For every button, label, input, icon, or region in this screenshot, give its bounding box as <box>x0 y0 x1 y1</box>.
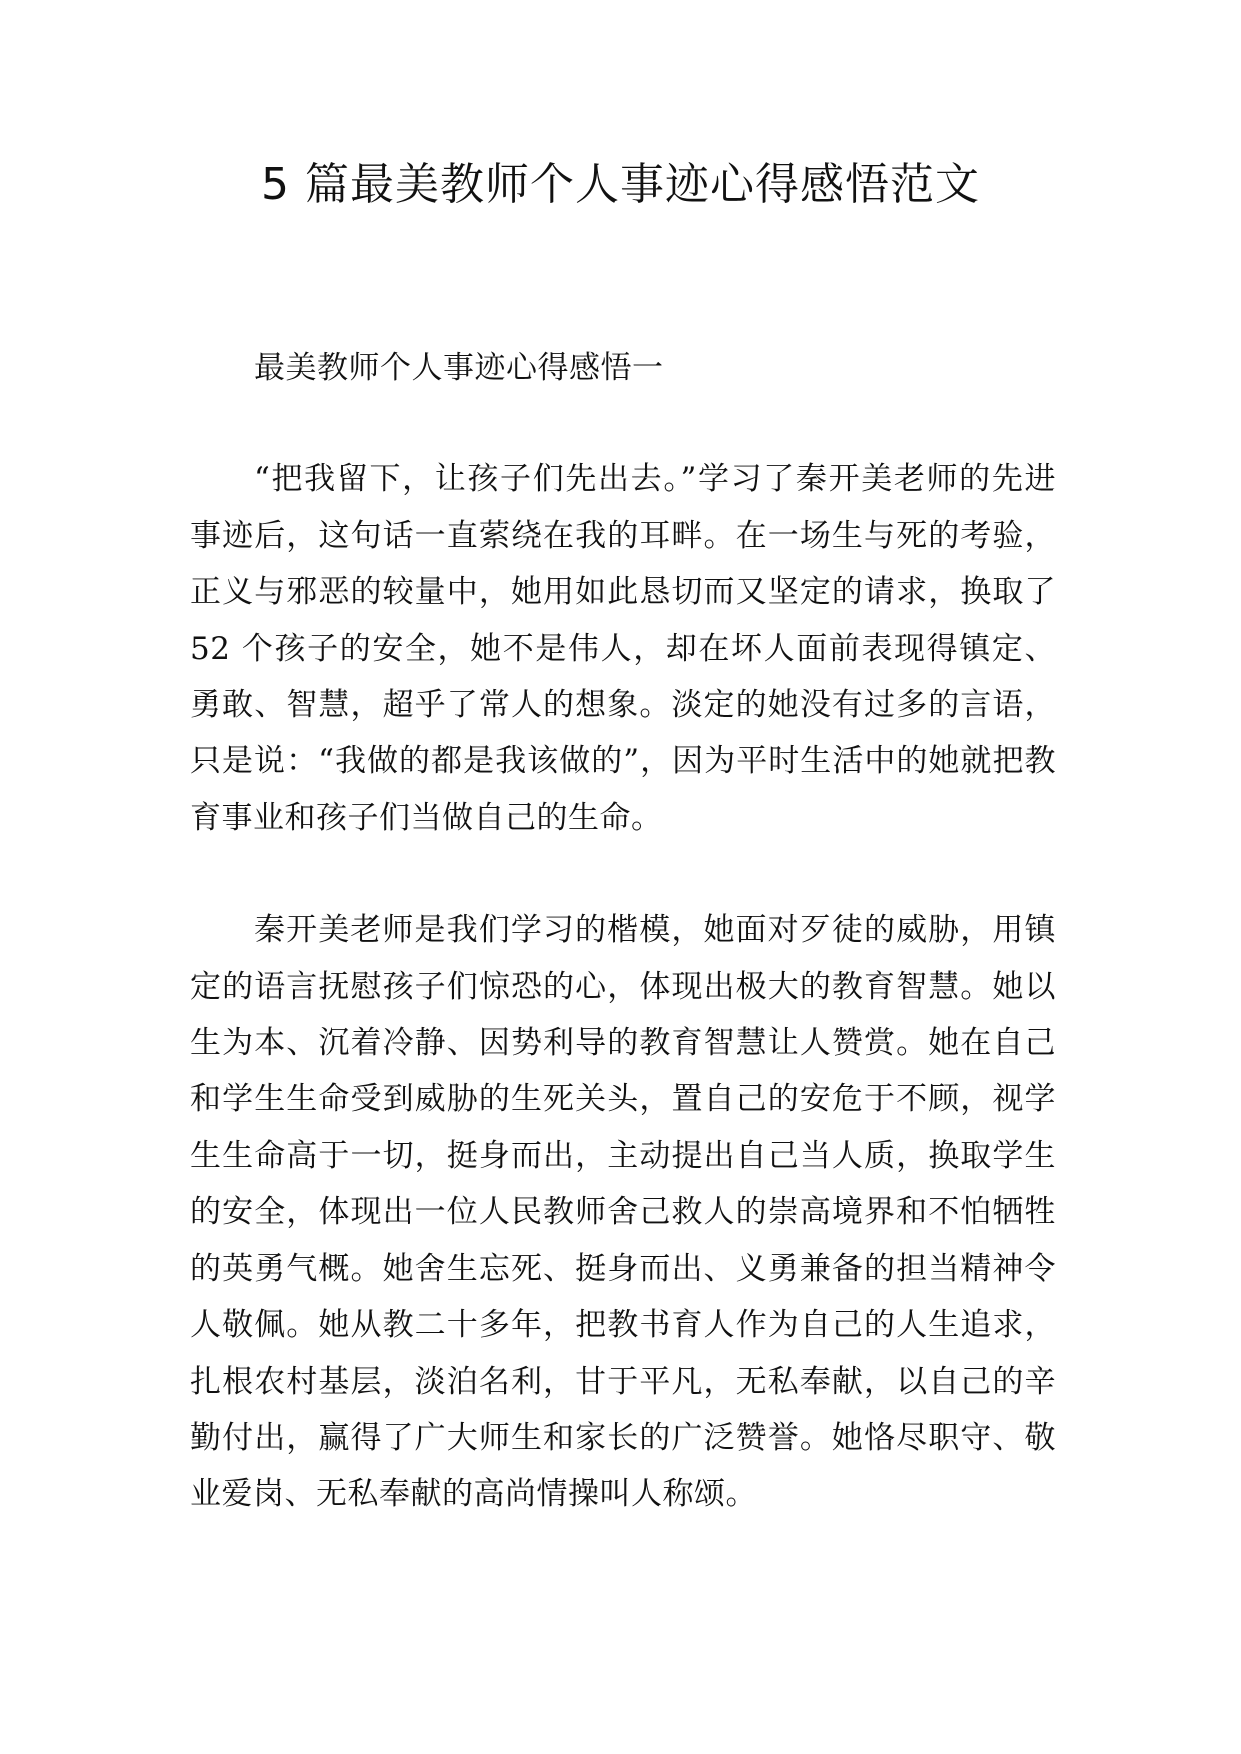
document-body <box>190 340 1056 1579</box>
document-title: 5 篇最美教师个人事迹心得感悟范文 <box>261 159 980 210</box>
body-paragraph-1: “把我留下，让孩子们先出去。”学习了秦开美老师的先进事迹后，这句话一直萦绕在我的耳畔。在一场生与死的考验，正义与邪恶的较量中，她用如此恳切而又坚定的请求，换取了 52 个孩子的安全，她不是伟人，却在坏人面前表现得镇定、勇敢、智慧，超乎了常人的想象。淡定的她没有过多的言语，只是说：“我做的都是我该做的”，因为平时生活中的她就把教育事业和孩子们当做自己的生命。 <box>190 461 1056 836</box>
body-paragraph-2: 秦开美老师是我们学习的楷模，她面对歹徒的威胁，用镇定的语言抚慰孩子们惊恐的心，体现出极大的教育智慧。她以生为本、沉着冷静、因势利导的教育智慧让人赞赏。她在自己和学生生命受到威胁的生死关头，置自己的安危于不顾，视学生生命高于一切，挺身而出，主动提出自己当人质，换取学生的安全，体现出一位人民教师舍己救人的崇高境界和不怕牺牲的英勇气概。她舍生忘死、挺身而出、义勇兼备的担当精神令人敬佩。她从教二十多年，把教书育人作为自己的人生追求，扎根农村基层，淡泊名利，甘于平凡，无私奉献，以自己的辛勤付出，赢得了广大师生和家长的广泛赞誉。她恪尽职守、敬业爱岗、无私奉献的高尚情操叫人称颂。 <box>190 912 1056 1513</box>
section-heading: 最美教师个人事迹心得感悟一 <box>254 350 664 386</box>
